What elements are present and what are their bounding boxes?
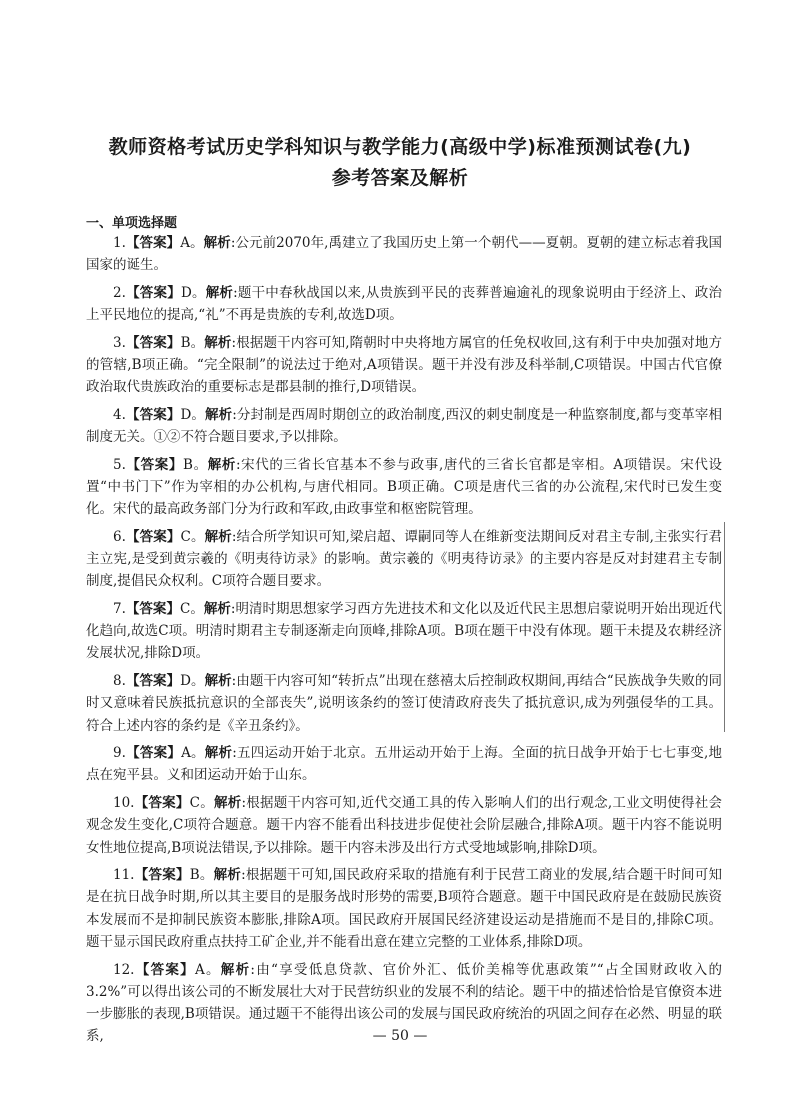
answer-letter: A。 <box>180 235 204 251</box>
answer-letter: C。 <box>179 601 204 618</box>
margin-line <box>724 522 725 732</box>
section-heading: 一、单项选择题 <box>86 216 178 231</box>
answer-letter: B。 <box>183 456 208 473</box>
item-number: 6. <box>113 528 126 545</box>
item-number: 2. <box>113 284 126 301</box>
analysis-label: 解析 <box>205 284 234 301</box>
answer-label: 【答案】 <box>125 284 181 301</box>
answer-item <box>86 282 722 326</box>
answer-label: 【答案】 <box>134 795 190 812</box>
answer-label: 【答案】 <box>134 961 195 978</box>
page-number: — 50 — <box>372 1028 428 1044</box>
answer-item <box>86 404 722 448</box>
analysis-text: :结合所学知识可知,梁启超、谭嗣同等人在维新变法期间反对君主专制,主张实行君主立宪,是受到黄宗羲的《明夷待访录》的影响。黄宗羲的《明夷待访录》的主要内容是反对封建君主专制制度,提倡民众权利。C项符合题目要求。 <box>86 528 722 590</box>
answer-letter: B。 <box>180 334 205 351</box>
analysis-text: :宋代的三省长官基本不参与政事,唐代的三省长官都是宰相。A项错误。宋代设置“中书门下”作为宰相的办公机构,与唐代相同。B项正确。C项是唐代三省的办公流程,宋代时已发生变化。宋代的最高政务部门分为行政和军政,由政事堂和枢密院管理。 <box>86 456 723 518</box>
analysis-label: 解析 <box>203 601 231 618</box>
answer-item <box>86 232 722 276</box>
item-number: 1. <box>113 235 126 251</box>
item-number: 9. <box>113 745 126 762</box>
answer-letter: A。 <box>181 745 205 762</box>
answer-label: 【答案】 <box>125 235 181 251</box>
answer-letter: A。 <box>194 961 221 978</box>
item-number: 5. <box>113 456 126 473</box>
analysis-label: 解析 <box>204 745 233 762</box>
answer-letter: D。 <box>180 406 206 423</box>
analysis-label: 解析 <box>204 334 232 351</box>
item-number: 12. <box>113 961 135 978</box>
item-number: 10. <box>113 795 135 812</box>
page-title: 教师资格考试历史学科知识与教学能力(高级中学)标准预测试卷(九) <box>108 136 692 158</box>
analysis-text: :五四运动开始于北京。五卅运动开始于上海。全面的抗日战争开始于七七事变,地点在宛平县。义和团运动开始于山东。 <box>86 745 723 784</box>
answer-letter: B。 <box>189 867 214 884</box>
answer-label: 【答案】 <box>125 745 182 762</box>
item-number: 8. <box>113 673 126 690</box>
answer-label: 【答案】 <box>125 406 181 423</box>
item-number: 4. <box>113 406 126 423</box>
answer-label: 【答案】 <box>125 456 184 473</box>
analysis-text: :分封制是西周时期创立的政治制度,西汉的刺史制度是一种监察制度,都与变革宰相制度无关。①②不符合题目要求,予以排除。 <box>86 406 723 446</box>
analysis-text: :明清时期思想家学习西方先进技术和文化以及近代民主思想启蒙说明开始出现近代化趋向,故选C项。明清时期君主专制逐渐走向顶峰,排除A项。B项在题干中没有体现。题干未提及农耕经济发展状况,排除D项。 <box>86 601 722 662</box>
answer-item <box>86 742 722 786</box>
answer-letter: C。 <box>180 528 205 545</box>
page-subtitle: 参考答案及解析 <box>331 167 469 189</box>
answer-label: 【答案】 <box>125 334 181 351</box>
analysis-label: 解析 <box>220 961 251 978</box>
item-number: 3. <box>113 334 126 351</box>
analysis-label: 解析 <box>203 235 231 251</box>
analysis-text: :根据题干内容可知,隋朝时中央将地方属官的任免权收回,这有利于中央加强对地方的管辖,B项正确。“完全限制”的说法过于绝对,A项错误。题干并没有涉及科举制,C项错误。中国古代官僚政治取代贵族政治的重要标志是郡县制的推行,D项错误。 <box>86 334 723 396</box>
answer-item <box>86 454 722 521</box>
answer-letter: D。 <box>180 284 206 301</box>
answer-item <box>86 792 722 859</box>
analysis-text: :根据题干可知,国民政府采取的措施有利于民营工商业的发展,结合题干时间可知是在抗日战争时期,所以其主要目的是服务战时形势的需要,B项符合题意。题干中国民政府是在鼓励民族资本发展而不是抑制民族资本膨胀,排除A项。国民政府开展国民经济建设运动是措施而不是目的,排除C项。题干显示国民政府重点扶持工矿企业,并不能看出意在建立完整的工业体系,排除D项。 <box>86 867 723 950</box>
answer-label: 【答案】 <box>125 528 181 545</box>
analysis-text: :公元前2070年,禹建立了我国历史上第一个朝代——夏朝。夏朝的建立标志着我国国家的诞生。 <box>86 235 723 274</box>
answer-item <box>86 526 722 593</box>
analysis-label: 解析 <box>213 867 242 884</box>
answer-label: 【答案】 <box>125 601 180 618</box>
analysis-label: 解析 <box>205 406 233 423</box>
analysis-text: :由“享受低息贷款、官价外汇、低价美棉等优惠政策”“占全国财政收入的3.2%”可以得出该公司的不断发展壮大对于民营纺织业的发展不利的结论。题干中的描述恰恰是官僚资本进一步膨胀的表现,B项错误。通过题干不能得出该公司的发展与国民政府统治的巩固之间存在必然、明显的联系, <box>86 961 723 1045</box>
answer-item <box>86 332 722 399</box>
analysis-label: 解析 <box>213 795 242 812</box>
analysis-text: :题干中春秋战国以来,从贵族到平民的丧葬普遍逾礼的现象说明由于经济上、政治上平民地位的提高,“礼”不再是贵族的专利,故选D项。 <box>86 284 723 324</box>
analysis-label: 解析 <box>207 456 236 473</box>
answer-item <box>86 864 722 953</box>
analysis-text: :由题干内容可知“转折点”出现在慈禧太后控制政权期间,再结合“民族战争失败的同时又意味着民族抵抗意识的全部丧失”,说明该条约的签订使清政府丧失了抵抗意识,成为列强侵华的工具。符合上述内容的条约是《辛丑条约》。 <box>86 673 723 734</box>
answer-label: 【答案】 <box>125 673 181 690</box>
answer-list <box>86 232 722 1053</box>
analysis-text: :根据题干内容可知,近代交通工具的传入影响人们的出行观念,工业文明使得社会观念发生变化,C项符合题意。题干内容不能看出科技进步促使社会阶层融合,排除A项。题干内容不能说明女性地位提高,B项说法错误,予以排除。题干内容未涉及出行方式受地域影响,排除D项。 <box>86 795 722 856</box>
answer-item <box>86 670 722 737</box>
answer-letter: D。 <box>180 673 205 690</box>
analysis-label: 解析 <box>204 528 232 545</box>
answer-label: 【答案】 <box>134 867 190 884</box>
analysis-label: 解析 <box>204 673 232 690</box>
item-number: 11. <box>113 867 135 884</box>
answer-item <box>86 598 722 665</box>
item-number: 7. <box>113 601 126 618</box>
answer-letter: C。 <box>189 795 214 812</box>
